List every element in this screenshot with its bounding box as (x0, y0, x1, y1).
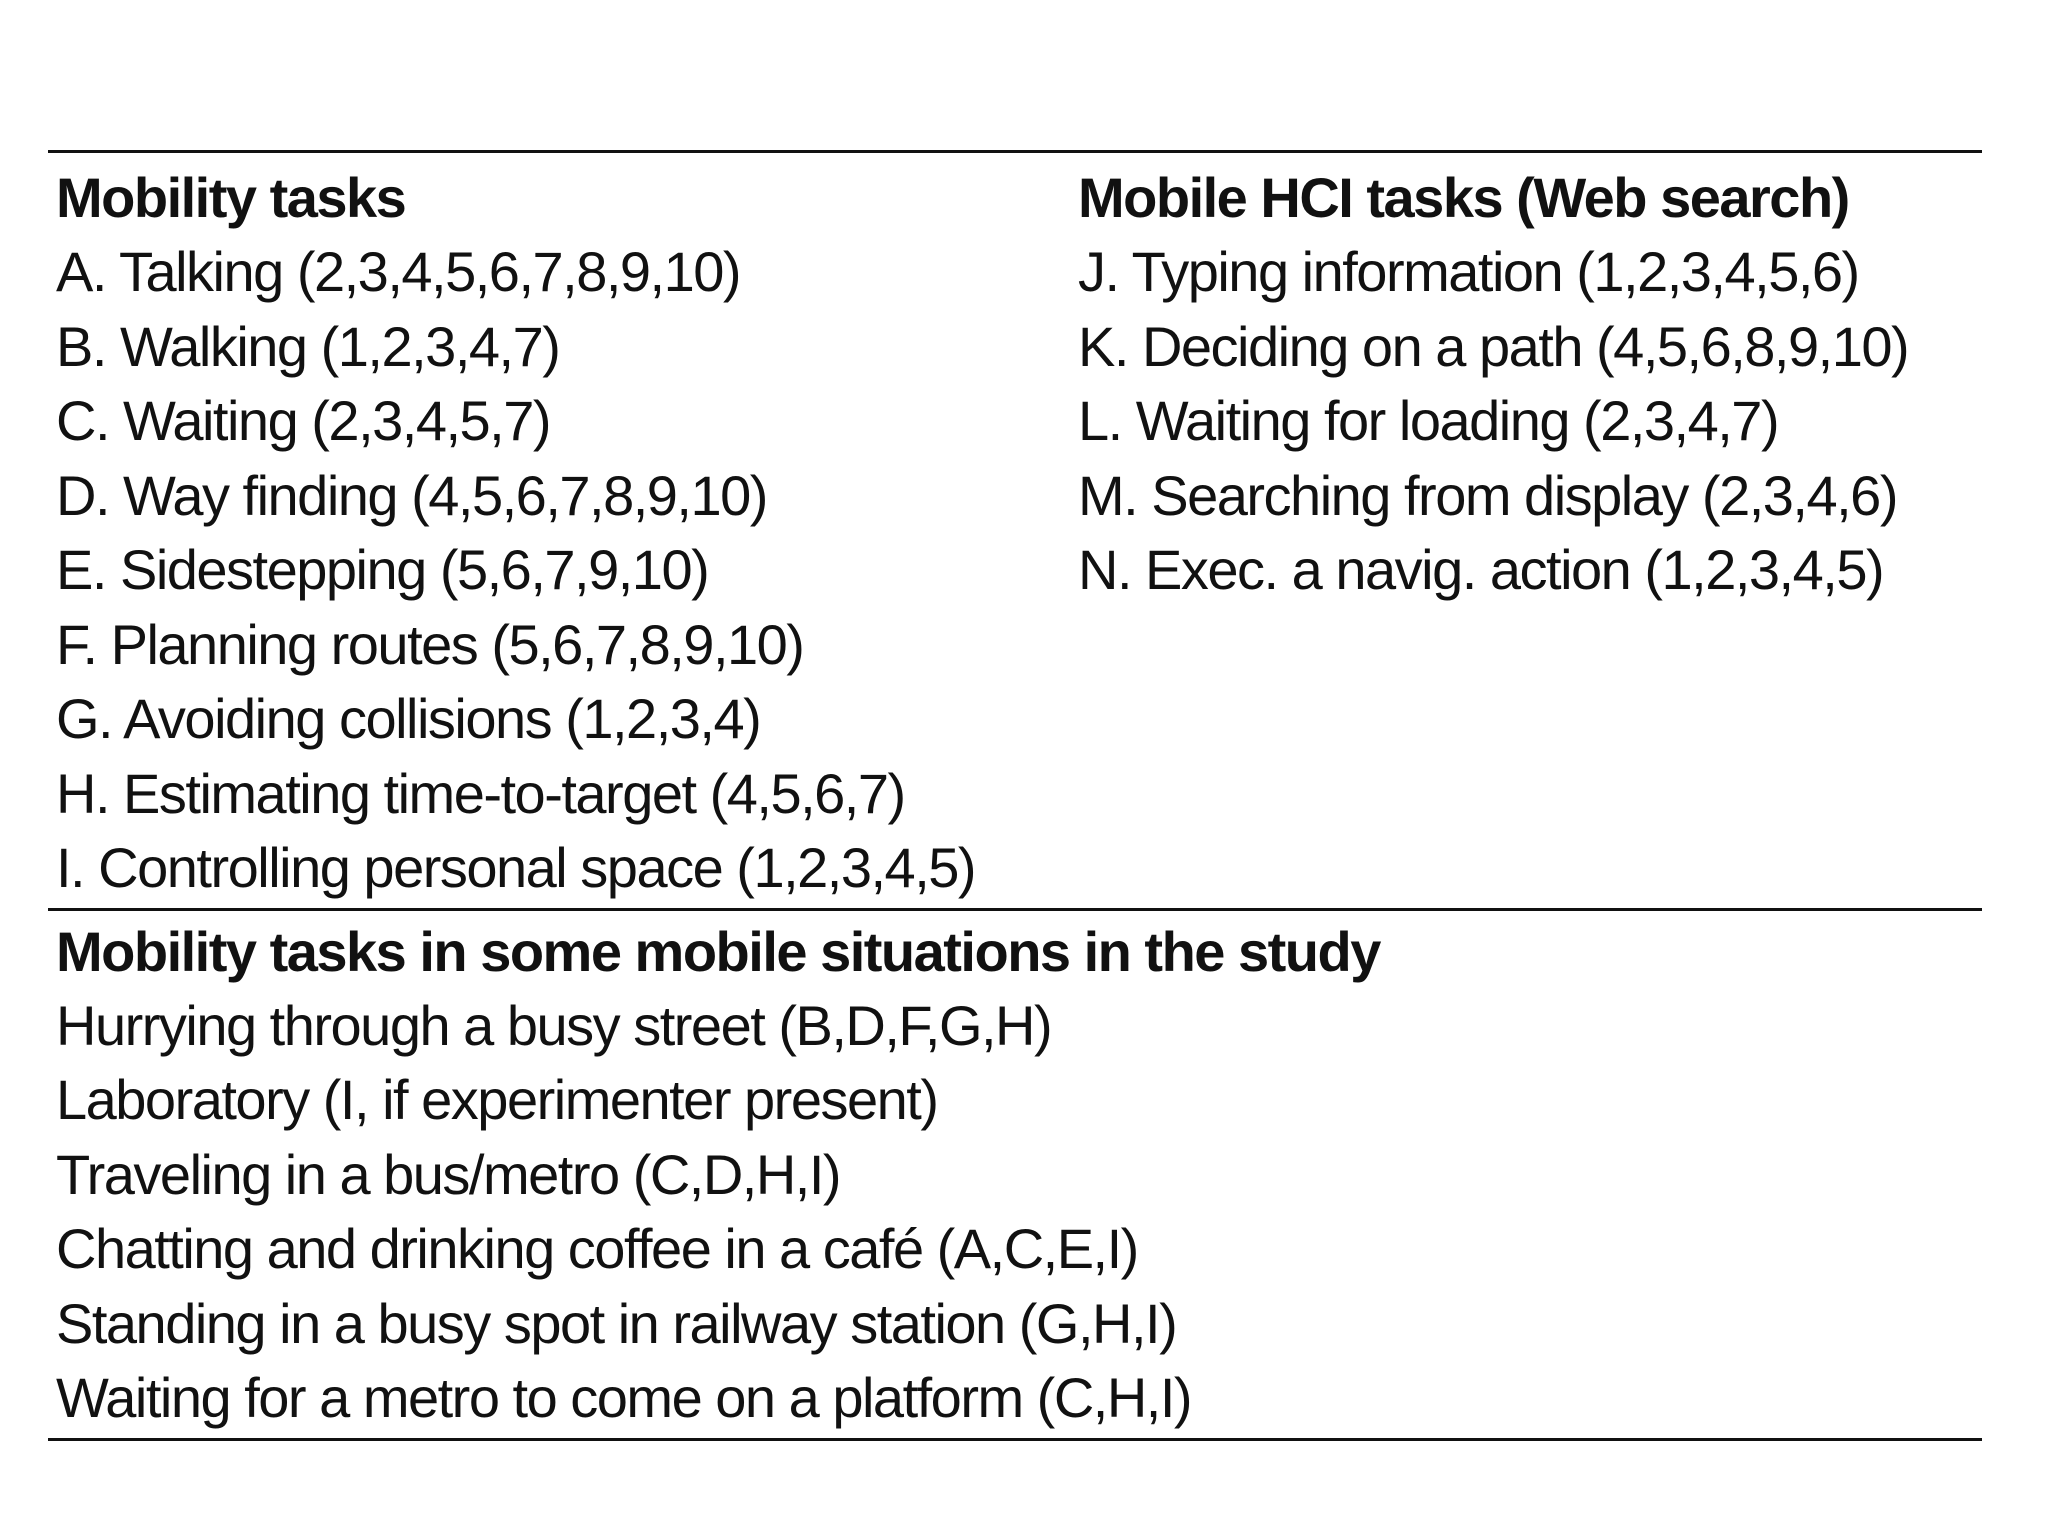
situations-heading: Mobility tasks in some mobile situations in the study (56, 919, 1380, 983)
mobility-tasks-column (48, 161, 1078, 906)
hci-task-item: N. Exec. a navig. action (1,2,3,4,5) (1078, 538, 1884, 601)
mobility-task-item: B. Walking (1,2,3,4,7) (56, 314, 560, 378)
situation-item: Hurrying through a busy street (B,D,F,G,H) (56, 993, 1052, 1057)
mobility-task-item: A. Talking (2,3,4,5,6,7,8,9,10) (56, 240, 741, 303)
hci-task-item: M. Searching from display (2,3,4,6) (1078, 463, 1897, 527)
mobility-task-item: D. Way finding (4,5,6,7,8,9,10) (56, 463, 767, 527)
situation-item: Waiting for a metro to come on a platform (C,H,I) (56, 1366, 1192, 1429)
mobility-task-item: F. Planning routes (5,6,7,8,9,10) (56, 612, 804, 676)
mobility-tasks-heading: Mobility tasks (56, 166, 406, 229)
hci-task-item: K. Deciding on a path (4,5,6,8,9,10) (1078, 314, 1909, 378)
situation-item: Chatting and drinking coffee in a café (A,C,E,I) (56, 1217, 1138, 1280)
hci-tasks-column (1078, 161, 1982, 906)
situation-item: Standing in a busy spot in railway station (G,H,I) (56, 1291, 1177, 1355)
hci-task-item: L. Waiting for loading (2,3,4,7) (1078, 389, 1779, 452)
bottom-rule (48, 1438, 1982, 1441)
hci-task-item: J. Typing information (1,2,3,4,5,6) (1078, 240, 1859, 303)
task-columns (48, 153, 1982, 908)
task-table (48, 150, 1982, 1441)
mobility-task-item: C. Waiting (2,3,4,5,7) (56, 389, 551, 452)
hci-tasks-heading: Mobile HCI tasks (Web search) (1078, 166, 1849, 229)
mobility-task-item: G. Avoiding collisions (1,2,3,4) (56, 687, 761, 750)
mobility-task-item: I. Controlling personal space (1,2,3,4,5) (56, 836, 976, 899)
mobility-task-item: H. Estimating time-to-target (4,5,6,7) (56, 761, 905, 825)
situations-section (48, 911, 1982, 1438)
situation-item: Laboratory (I, if experimenter present) (56, 1068, 938, 1131)
situation-item: Traveling in a bus/metro (C,D,H,I) (56, 1142, 841, 1206)
mobility-task-item: E. Sidestepping (5,6,7,9,10) (56, 538, 709, 601)
